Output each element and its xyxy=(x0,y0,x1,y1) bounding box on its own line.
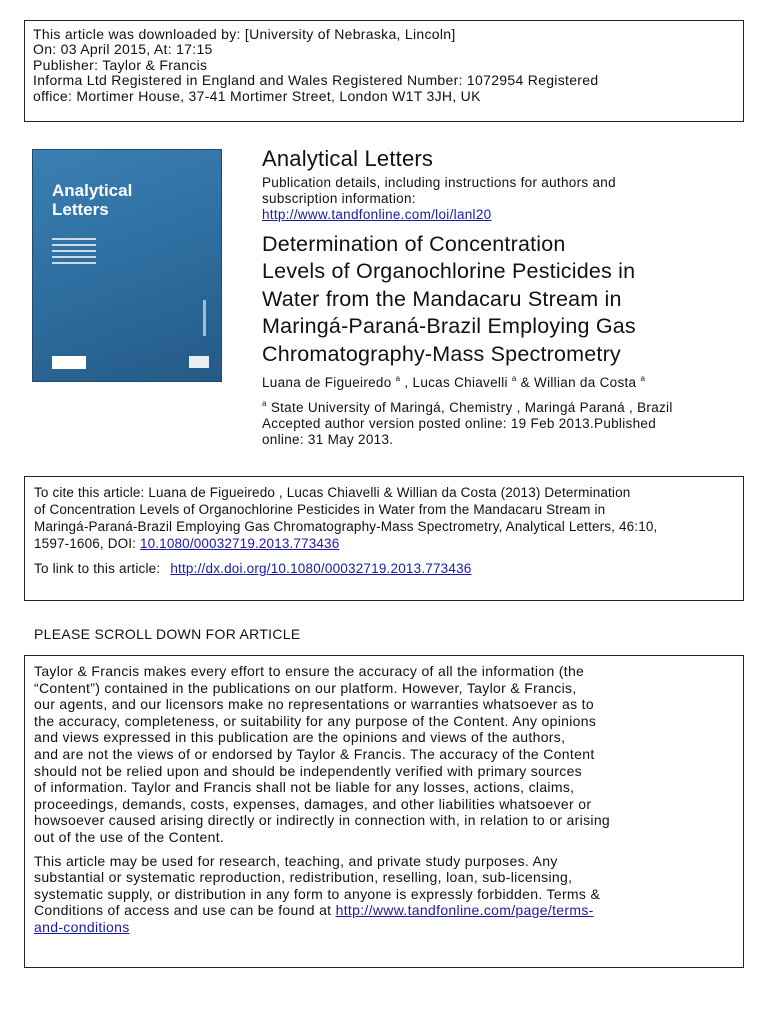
affiliation-block: $^a$ State University of Maringá, Chemistry , Maringá Paraná , Brazil Accepted author version posted online: 19 Feb 2013.Published online: 31 May 2013. xyxy=(262,396,732,448)
disclaimer-paragraph: Taylor & Francis makes every effort to ensure the accuracy of all the information (the “Content”) contained in the publications on our platform. However, Taylor & Francis, our agents, and our licensors make no representations or warranties whatsoever as to the accuracy, completeness, or suitability for any purpose of the Content. Any opinions and views expressed in this publication are the opinions and views of the authors, and are not the views of or endorsed by Taylor & Francis. The accuracy of the Content should not be relied upon and should be independently verified with primary sources of information. Taylor and Francis shall not be liable for any losses, actions, claims, proceedings, demands, costs, expenses, damages, and other liabilities whatsoever or howsoever caused arising directly or indirectly in connection with, in relation to or arising out of the use of the Content. xyxy=(34,663,611,845)
article-link-row xyxy=(34,560,734,577)
article-title: Determination of Concentration Levels of Organochlorine Pesticides in Water from the Mandacaru Stream in Maringá-Paraná-Brazil Employing Gas Chromatography-Mass Spectrometry xyxy=(262,232,636,366)
publication-dates: Accepted author version posted online: 19 Feb 2013.Published xyxy=(262,416,657,432)
author-name: Willian da Costa xyxy=(534,375,637,391)
doi-link[interactable]: 10.1080/00032719.2013.773436 xyxy=(139,536,340,551)
author-name: Lucas Chiavelli xyxy=(412,375,508,391)
terms-link[interactable]: http://www.tandfonline.com/page/terms- xyxy=(335,902,594,919)
publication-details: Publication details, including instructions for authors and subscription information: http://www.tandfonline.com/loi/lanl20 xyxy=(262,175,616,222)
article-header xyxy=(262,146,732,448)
journal-url-link[interactable]: http://www.tandfonline.com/loi/lanl20 xyxy=(262,207,492,222)
citation-line: of Concentration Levels of Organochlorine Pesticides in Water from the Mandacaru Stream in xyxy=(34,502,606,517)
author-name: Luana de Figueiredo xyxy=(262,375,392,391)
terms-link-continued[interactable]: and-conditions xyxy=(34,918,130,935)
office-address-line: office: Mortimer House, 37-41 Mortimer Street, London W1T 3JH, UK xyxy=(33,87,481,104)
publisher-line: Publisher: Taylor & Francis xyxy=(33,56,208,73)
citation-line: Maringá-Paraná-Brazil Employing Gas Chromatography-Mass Spectrometry, Analytical Letters, 46:10, xyxy=(34,519,658,534)
publisher-logo-icon xyxy=(189,356,209,368)
registration-line: Informa Ltd Registered in England and Wales Registered Number: 1072954 Registered xyxy=(33,72,599,89)
journal-cover-image xyxy=(33,150,221,381)
article-url-link[interactable]: http://dx.doi.org/10.1080/00032719.2013.773436 xyxy=(170,561,472,576)
affiliation-mark: a xyxy=(395,374,401,384)
disclaimer-box xyxy=(24,655,744,968)
cover-title: Analytical Letters xyxy=(52,181,133,219)
affiliation-mark: a xyxy=(640,374,646,384)
download-line: This article was downloaded by: [University of Nebraska, Lincoln] xyxy=(33,26,456,42)
citation-line: To cite this article: Luana de Figueiredo , Lucas Chiavelli & Willian da Costa (2013) Determination xyxy=(34,485,631,500)
affiliation-text: State University of Maringá, Chemistry , Maringá Paraná , Brazil xyxy=(270,400,673,416)
citation-box: To cite this article: Luana de Figueiredo , Lucas Chiavelli & Willian da Costa (2013) Determination of Concentration Levels of Organochlorine Pesticides in Water from the Mandacaru Stream in Maringá-Paraná-Brazil Employing Gas Chromatography-Mass Spectrometry, Analytical Letters, 46:10, 1597-1606, DOI: 10.1080/00032719.2013.773436 To link to this article: http://dx.doi.org/10.1080/00032719.2013.773436 xyxy=(24,476,744,601)
affiliation-mark: a xyxy=(511,374,517,384)
cover-editor-box xyxy=(52,356,86,369)
terms-paragraph: This article may be used for research, teaching, and private study purposes. Any substantial or systematic reproduction, redistribution, reselling, loan, sub-licensing, systematic supply, or distribution in any form to anyone is expressly forbidden. Terms & Conditions of access and use can be found at http://www.tandfonline.com/page/terms- and-conditions xyxy=(34,852,601,935)
scroll-notice: PLEASE SCROLL DOWN FOR ARTICLE xyxy=(34,626,301,642)
cover-contents-lines xyxy=(52,238,96,268)
author-list: Luana de Figueiredo $^a$ , Lucas Chiavelli $^a$ & Willian da Costa $^a$ xyxy=(262,374,646,391)
journal-title: Analytical Letters xyxy=(262,146,434,171)
download-date-line: On: 03 April 2015, At: 17:15 xyxy=(33,41,213,58)
download-notice-box xyxy=(24,20,744,122)
cover-spine-mark xyxy=(203,300,206,336)
link-label: To link to this article: xyxy=(34,561,161,576)
